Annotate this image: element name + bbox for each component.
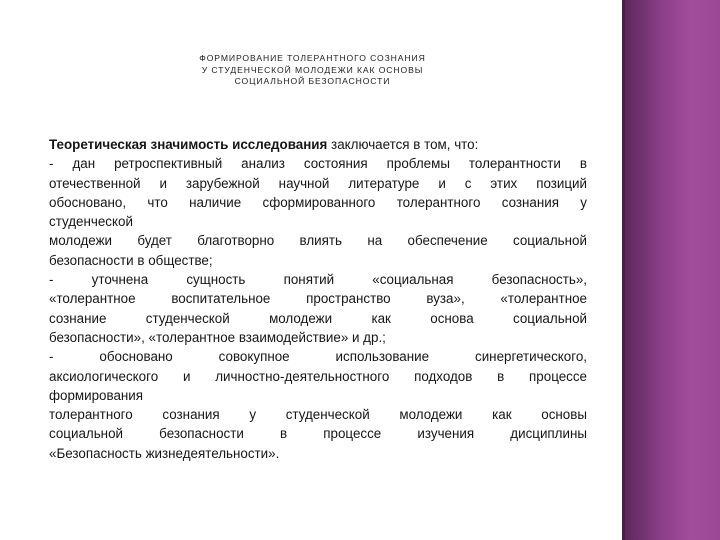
body-line: «толерантное воспитательное пространство вуза», «толерантное [49,291,587,307]
slide-body [49,135,587,463]
title-line: У СТУДЕНЧЕСКОЙ МОЛОДЕЖИ КАК ОСНОВЫ [201,64,424,75]
body-heading [49,135,587,154]
title-line: СОЦИАЛЬНОЙ БЕЗОПАСНОСТИ [234,76,391,86]
body-line: - обосновано совокупное использование синергетического, [49,349,587,365]
slide-title [150,53,475,88]
body-line: формирования [49,387,144,403]
body-line: обосновано, что наличие сформированного толерантного сознания у [49,194,587,210]
body-line: безопасности», «толерантное взаимодействие» и др.; [49,329,386,345]
decorative-sidebar [622,0,720,540]
body-line: «Безопасность жизнедеятельности». [49,445,280,461]
body-line: аксиологического и личностно-деятельностного подходов в процессе [49,368,587,384]
body-line: сознание студенческой молодежи как основа социальной [49,310,587,326]
body-line: молодежи будет благотворно влиять на обеспечение социальной [49,233,587,249]
sidebar-gap [614,0,622,540]
body-line: социальной безопасности в процессе изучения дисциплины [49,426,587,442]
body-line: студенческой [49,214,133,230]
body-line: отечественной и зарубежной научной литературе и с этих позиций [49,175,587,191]
body-line: безопасности в обществе; [49,252,213,268]
body-line: - уточнена сущность понятий «социальная безопасность», [49,272,587,288]
heading-bold: Теоретическая значимость исследования [49,137,328,152]
body-line: толерантного сознания у студенческой молодежи как основы [49,407,587,423]
body-line: - дан ретроспективный анализ состояния проблемы толерантности в [49,156,587,172]
title-line: ФОРМИРОВАНИЕ ТОЛЕРАНТНОГО СОЗНАНИЯ [199,53,426,63]
heading-rest: заключается в том, что: [327,137,479,152]
